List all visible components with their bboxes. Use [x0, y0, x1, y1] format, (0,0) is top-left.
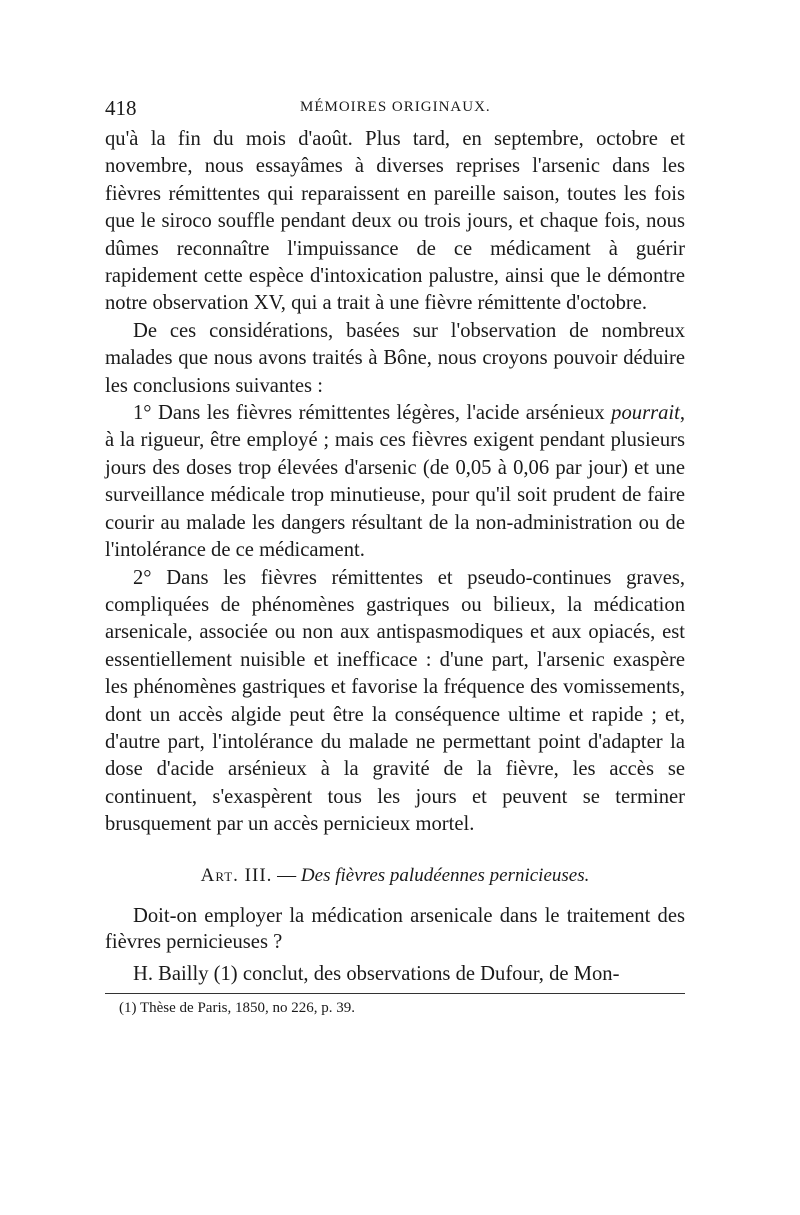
conclusion-1-emphasis: pourrait	[611, 402, 680, 425]
running-head	[105, 96, 685, 126]
section-article-label: Art. III.	[200, 864, 273, 886]
paragraph-considerations: De ces considérations, basées sur l'observation de nombreux malades que nous avons traités à Bône, nous croyons pouvoir déduire les conclusions suivantes :	[105, 319, 685, 397]
section-dash: —	[272, 864, 301, 886]
section-heading	[105, 865, 685, 887]
body-text	[105, 126, 685, 839]
paragraph-conclusion-2: 2° Dans les fièvres rémittentes et pseudo-continues graves, compliquées de phénomènes gastriques ou bilieux, la médication arsenicale, associée ou non aux antispasmodiques et aux opiacés, est essentiellement nuisible et inefficace : d'une part, l'arsenic exaspère les phénomènes gastriques et favorise la fréquence des vomissements, dont un accès algide peut être la conséquence ultime et rapide ; et, d'autre part, l'intolérance du malade ne permettant point d'adapter la dose d'acide arsénieux à la gravité de la fièvre, les accès se continuent, s'exaspèrent tous les jours et peuvent se terminer brusquement par un accès pernicieux mortel.	[105, 566, 685, 836]
paragraph-conclusion-1	[105, 400, 685, 564]
conclusion-1-start: 1° Dans les fièvres rémittentes légères, l'acide arsénieux	[133, 402, 612, 425]
footnote: (1) Thèse de Paris, 1850, no 226, p. 39.	[119, 999, 355, 1016]
bailly-paragraph: H. Bailly (1) conclut, des observations de Dufour, de Mon-	[133, 962, 620, 985]
page-number: 418	[105, 96, 137, 120]
section-title: Des fièvres paludéennes pernicieuses.	[300, 864, 590, 886]
conclusion-1-end: , à la rigueur, être employé ; mais ces fièvres exigent pendant plusieurs jours des doses trop élevées d'arsenic (de 0,05 à 0,06 par jour) et une surveillance médicale trop minutieuse, pour qu'il soit prudent de faire courir au malade les dangers résultant de la non-administration ou de l'intolérance de ce médicament.	[105, 402, 685, 562]
page	[105, 96, 685, 1018]
paragraph-continuation: qu'à la fin du mois d'août. Plus tard, en septembre, octobre et novembre, nous essayâmes à diverses reprises l'arsenic dans les fièvres rémittentes qui reparaissent en pareille saison, toutes les fois que le siroco souffle pendant deux ou trois jours, et chaque fois, nous dûmes reconnaître l'impuissance de ce médicament à guérir rapidement cette espèce d'intoxication palustre, ainsi que le démontre notre observation XV, qui a trait à une fièvre rémittente d'octobre.	[105, 128, 685, 315]
footnote-divider	[105, 993, 685, 994]
question-paragraph: Doit-on employer la médication arsenicale dans le traitement des fièvres pernicieuses ?	[105, 904, 685, 953]
running-title: MÉMOIRES ORIGINAUX.	[300, 99, 491, 115]
